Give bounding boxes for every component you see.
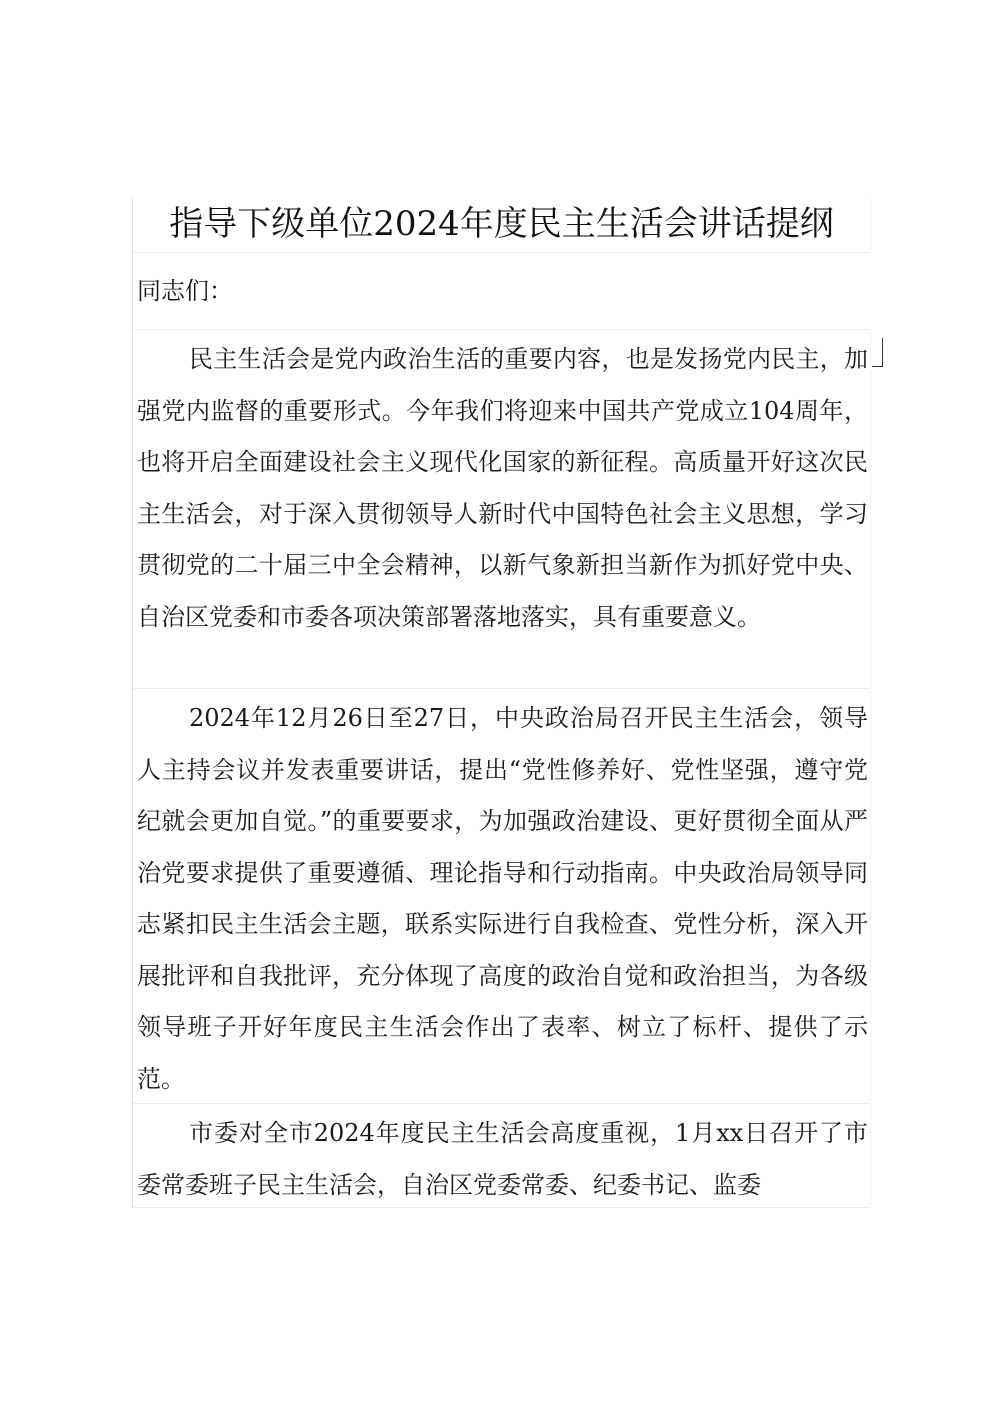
document-page [132, 198, 870, 1208]
column-rule [870, 689, 871, 1103]
salutation: 同志们： [137, 277, 233, 305]
column-rule [870, 198, 871, 252]
paragraph-3: 市委对全市2024年度民主生活会高度重视，1月xx日召开了市委常委班子民主生活会，自治区党委常委、纪委书记、监委 [137, 1119, 868, 1199]
column-rule [870, 330, 871, 688]
paragraph-2: 2024年12月26日至27日，中央政治局召开民主生活会，领导人主持会议并发表重要讲话，提出“党性修养好、党性坚强，遵守党纪就会更加自觉。”的重要要求，为加强政治建设、更好贯彻全面从严治党要求提供了重要遵循、理论指导和行动指南。中央政治局领导同志紧扣民主生活会主题，联系实际进行自我检查、党性分析，深入开展批评和自我批评，充分体现了高度的政治自觉和政治担当，为各级领导班子开好年度民主生活会作出了表率、树立了标杆、提供了示范。 [137, 704, 868, 1093]
paragraph-1: 民主生活会是党内政治生活的重要内容，也是发扬党内民主，加强党内监督的重要形式。今年我们将迎来中国共产党成立104周年，也将开启全面建设社会主义现代化国家的新征程。高质量开好这次民主生活会，对于深入贯彻领导人新时代中国特色社会主义思想，学习贯彻党的二十届三中全会精神，以新气象新担当新作为抓好党中央、自治区党委和市委各项决策部署落地落实，具有重要意义。 [137, 345, 868, 631]
document-title: 指导下级单位2024年度民主生活会讲话提纲 [169, 204, 834, 244]
paragraph-block-3 [132, 1103, 870, 1208]
column-rule [870, 1104, 871, 1207]
paragraph-block-1 [132, 329, 870, 688]
text-boundary-mark [872, 338, 883, 367]
salutation-block [132, 252, 870, 329]
title-block [132, 198, 870, 252]
paragraph-block-2 [132, 688, 870, 1103]
